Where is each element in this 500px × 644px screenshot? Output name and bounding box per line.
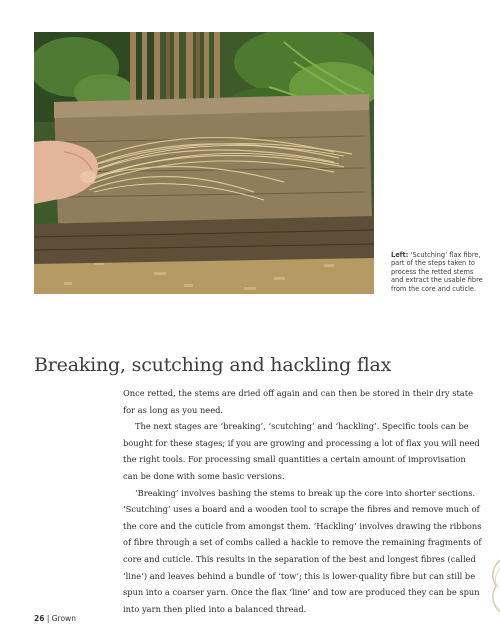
page-number: 26 xyxy=(34,614,45,623)
paragraph-3: ‘Breaking’ involves bashing the stems to break up the core into shorter sections. ‘Scutching’ uses a board and a wooden tool to scrape the fibres and remove much of the core and the cuticle from amongst them. ‘Hackling’ involves drawing the ribbons of fibre through a set of combs called a hackle to remove the remaining fragments of core and cuticle. This results in the separation of the best and longest fibres (called ‘line’) and leaves behind a bundle of ‘tow’; this is lower-quality fibre but can still be spun into a coarser yarn. Once the flax ‘line’ and tow are produced they can be spun into yarn then plied into a balanced thread. xyxy=(123,487,482,614)
page-footer xyxy=(34,614,76,623)
paragraph-1: Once retted, the stems are dried off again and can then be stored in their dry state for as long as you need. xyxy=(123,388,474,415)
book-section: Grown xyxy=(51,614,76,623)
photo-caption xyxy=(391,251,483,293)
caption-lead: Left: xyxy=(391,251,409,259)
corner-decoration xyxy=(486,556,500,616)
caption-text: ‘Scutching’ flax fibre, part of the steps taken to process the retted stems and extract the usable fibre from the core and cuticle. xyxy=(391,251,483,293)
footer-separator: | xyxy=(44,614,52,623)
flax-scutching-photo xyxy=(34,32,374,294)
body-text xyxy=(123,385,483,617)
section-heading: Breaking, scutching and hackling flax xyxy=(34,354,392,376)
paragraph-2: The next stages are ‘breaking’, ‘scutching’ and ‘hackling’. Specific tools can be bought for these stages; if you are growing and processing a lot of flax you will need the right tools. For processing small quantities a certain amount of improvisation can be done with some basic versions. xyxy=(123,421,480,481)
